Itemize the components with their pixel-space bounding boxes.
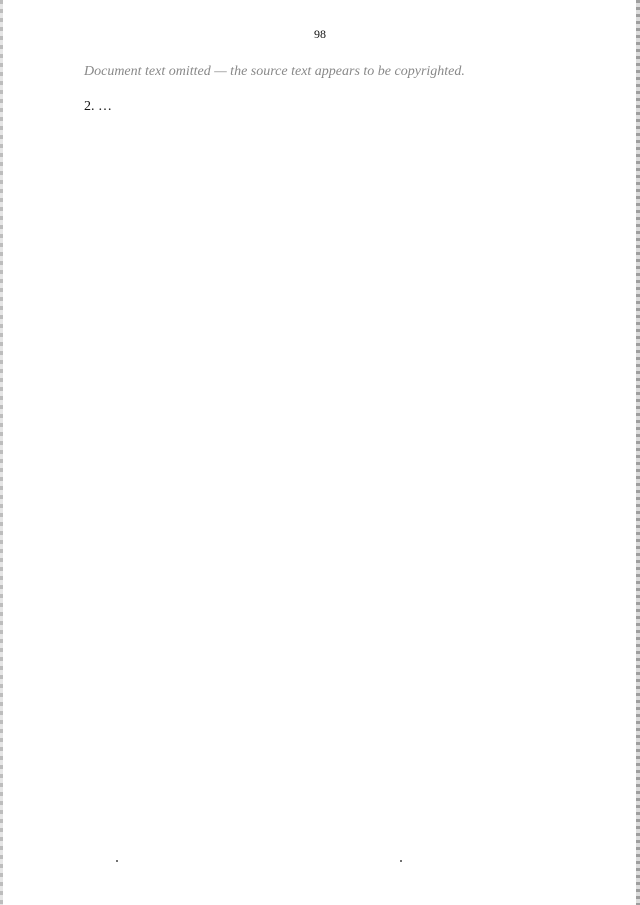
scan-edge-left — [0, 0, 3, 905]
scan-speck — [116, 860, 118, 862]
omitted-text-notice: Document text omitted — the source text appears to be copyrighted. — [84, 64, 465, 79]
section-gap — [84, 81, 567, 99]
scan-edge-right — [636, 0, 640, 905]
document-body — [84, 64, 567, 115]
scan-speck — [400, 860, 402, 862]
page-number: 98 — [314, 27, 326, 41]
section-heading: 2. … — [84, 98, 112, 114]
